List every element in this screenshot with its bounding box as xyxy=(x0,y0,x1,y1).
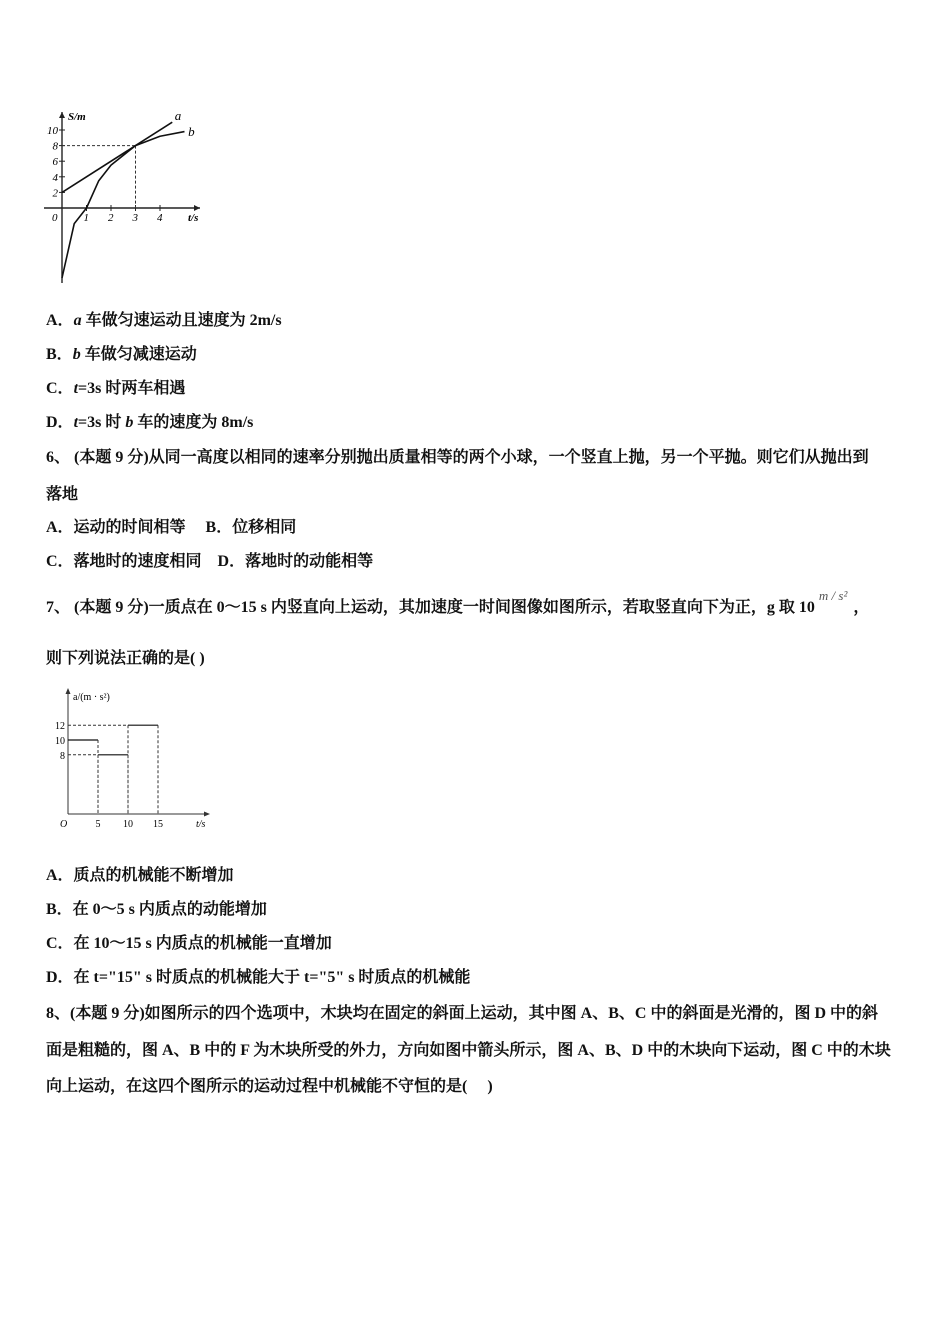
y-axis-label: a/(m · s²) xyxy=(73,692,110,703)
series-a-label: a xyxy=(174,108,182,123)
series-b-label: b xyxy=(188,124,195,140)
q7-unit: m / s² xyxy=(818,588,848,603)
y-tick-label: 2 xyxy=(52,187,58,200)
origin-label: O xyxy=(60,819,68,830)
x-axis-label: t/s xyxy=(188,212,199,224)
q7-option-d: D．在 t="15" s 时质点的机械能大于 t="5" s 时质点的机械能 xyxy=(46,969,471,986)
q7-option-c: C．在 10～15 s 内质点的机械能一直增加 xyxy=(46,935,332,952)
q5-option-d: D．t=3s 时 b 车的速度为 8m/s xyxy=(46,414,254,431)
y-tick-label: 6 xyxy=(52,156,58,169)
x-tick-label: 10 xyxy=(123,819,133,830)
y-tick-label: 10 xyxy=(55,736,65,747)
q7-option-a: A．质点的机械能不断增加 xyxy=(46,867,234,884)
q8-stem-line3: 向上运动，在这四个图所示的运动过程中机械能不守恒的是( ) xyxy=(46,1078,493,1095)
x-tick-label: 3 xyxy=(132,212,138,224)
x-axis-arrow xyxy=(194,205,200,211)
y-tick-label: 10 xyxy=(47,125,58,137)
q6-stem-line2: 落地 xyxy=(46,486,79,503)
q6-options-cd: C．落地时的速度相同 D．落地时的动能相等 xyxy=(46,553,374,570)
q8-stem-line2: 面是粗糙的，图 A、B 中的 F 为木块所受的外力，方向如图中箭头所示，图 A、B、D 中的木块向下运动，图 C 中的木块 xyxy=(46,1042,891,1059)
q5-option-a: A．a 车做匀速运动且速度为 2m/s xyxy=(46,312,282,329)
x-tick-label: 0 xyxy=(52,212,58,224)
y-tick-label: 8 xyxy=(52,140,58,153)
x-tick-label: 2 xyxy=(108,212,114,224)
y-tick-label: 8 xyxy=(60,750,65,762)
y-tick-label: 4 xyxy=(52,171,58,184)
q6-options-ab: A．运动的时间相等 B．位移相同 xyxy=(46,519,297,536)
y-tick-label: 12 xyxy=(55,721,65,733)
y-axis-label: S/m xyxy=(68,111,86,123)
q5-option-b: B．b 车做匀减速运动 xyxy=(46,346,197,363)
q7-stem-line2: 则下列说法正确的是( ) xyxy=(46,650,205,667)
x-tick-label: 5 xyxy=(95,819,101,830)
x-axis-label: t/s xyxy=(196,819,206,830)
q7-option-b: B．在 0～5 s 内质点的动能增加 xyxy=(46,901,267,918)
y-axis-arrow xyxy=(66,688,71,694)
x-axis-arrow xyxy=(204,812,210,817)
x-tick-label: 4 xyxy=(157,212,163,224)
q7-stem-line1: 7、 (本题 9 分)一质点在 0～15 s 内竖直向上运动，其加速度一时间图像如图所示，若取竖直向下为正，g 取 $10^{m / s^2}$， xyxy=(46,588,870,616)
series-a-line xyxy=(62,122,172,192)
q7-at-graph xyxy=(50,686,230,836)
y-axis-arrow xyxy=(59,112,65,118)
q5-st-graph xyxy=(40,108,240,288)
q6-stem-line1: 6、 (本题 9 分)从同一高度以相同的速率分别抛出质量相等的两个小球，一个竖直上抛，另一个平抛。则它们从抛出到 xyxy=(46,449,869,466)
q8-stem-line1: 8、(本题 9 分)如图所示的四个选项中，木块均在固定的斜面上运动，其中图 A、B、C 中的斜面是光滑的，图 D 中的斜 xyxy=(46,1005,878,1022)
x-tick-label: 15 xyxy=(153,819,163,830)
x-tick-label: 1 xyxy=(83,212,89,224)
q5-option-c: C．t=3s 时两车相遇 xyxy=(46,380,186,397)
